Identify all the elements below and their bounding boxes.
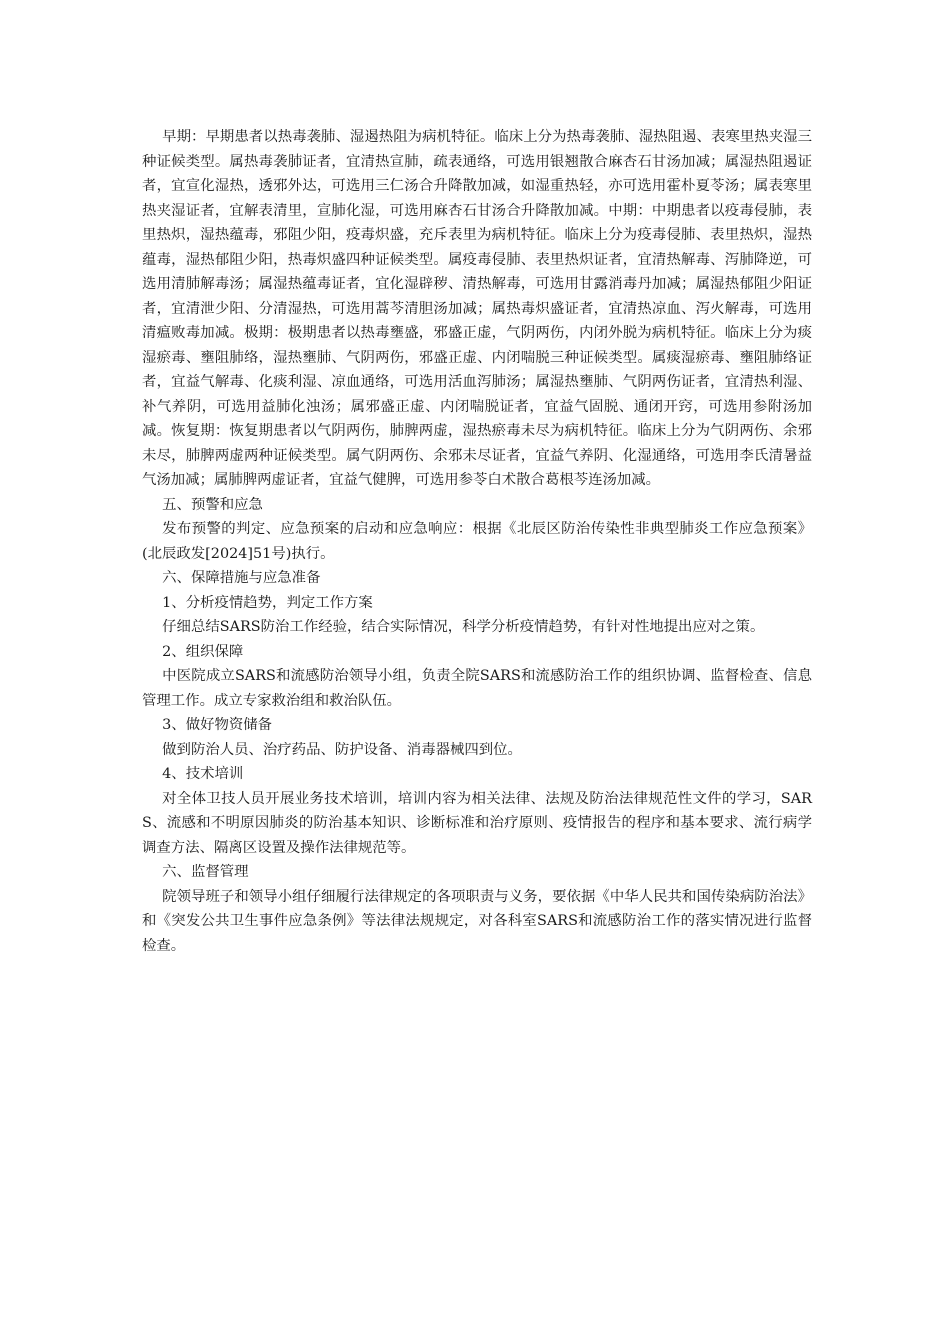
subheading-organization: 2、组织保障 — [162, 643, 244, 660]
paragraph-supervision: 院领导班子和领导小组仔细履行法律规定的各项职责与义务，要依据《中华人民共和国传染病防治法》和《突发公共卫生事件应急条例》等法律法规规定，对各科室SARS和流感防治工作的落实情况进行监督检查。 — [142, 888, 812, 954]
paragraph-treatment-stages: 早期：早期患者以热毒袭肺、湿遏热阻为病机特征。临床上分为热毒袭肺、湿热阻遏、表寒里热夹湿三种证候类型。属热毒袭肺证者，宜清热宣肺，疏表通络，可选用银翘散合麻杏石甘汤加减；属湿热阻遏证者，宜宣化湿热，透邪外达，可选用三仁汤合升降散加减，如湿重热轻，亦可选用霍朴夏苓汤；属表寒里热夹湿证者，宜解表清里，宣肺化湿，可选用麻杏石甘汤合升降散加减。中期：中期患者以疫毒侵肺，表里热炽，湿热蕴毒，邪阻少阳，疫毒炽盛，充斥表里为病机特征。临床上分为疫毒侵肺、表里热炽，湿热蕴毒，湿热郁阻少阳，热毒炽盛四种证候类型。属疫毒侵肺、表里热炽证者，宜清热解毒、泻肺降逆，可选用清肺解毒汤；属湿热蕴毒证者，宜化湿辟秽、清热解毒，可选用甘露消毒丹加减；属湿热郁阻少阳证者，宜清泄少阳、分清湿热，可选用蒿芩清胆汤加减；属热毒炽盛证者，宜清热凉血、泻火解毒，可选用清瘟败毒加减。极期：极期患者以热毒壅盛，邪盛正虚，气阴两伤，内闭外脱为病机特征。临床上分为痰湿瘀毒、壅阻肺络，湿热壅肺、气阴两伤，邪盛正虚、内闭喘脱三种证候类型。属痰湿瘀毒、壅阻肺络证者，宜益气解毒、化痰利湿、凉血通络，可选用活血泻肺汤；属湿热壅肺、气阴两伤证者，宜清热利湿、补气养阴，可选用益肺化浊汤；属邪盛正虚、内闭喘脱证者，宜益气固脱、通闭开窍，可选用参附汤加减。恢复期：恢复期患者以气阴两伤，肺脾两虚，湿热瘀毒未尽为病机特征。临床上分为气阴两伤、余邪未尽，肺脾两虚两种证候类型。属气阴两伤、余邪未尽证者，宜益气养阴、化湿通络，可选用李氏清暑益气汤加减；属肺脾两虚证者，宜益气健脾，可选用参苓白术散合葛根芩连汤加减。 — [142, 129, 812, 488]
paragraph-supplies: 做到防治人员、治疗药品、防护设备、消毒器械四到位。 — [162, 741, 522, 758]
subheading-supplies: 3、做好物资储备 — [162, 717, 273, 733]
paragraph-analysis: 仔细总结SARS防治工作经验，结合实际情况，科学分析疫情趋势，有针对性地提出应对之策。 — [162, 619, 765, 635]
heading-safeguards: 六、保障措施与应急准备 — [162, 570, 321, 586]
document-body — [142, 125, 812, 958]
subheading-analysis: 1、分析疫情趋势，判定工作方案 — [162, 594, 373, 611]
subheading-training: 4、技术培训 — [162, 766, 244, 782]
heading-warning-emergency: 五、预警和应急 — [162, 496, 263, 513]
paragraph-training: 对全体卫技人员开展业务技术培训，培训内容为相关法律、法规及防治法律规范性文件的学习，SARS、流感和不明原因肺炎的防治基本知识、诊断标准和治疗原则、疫情报告的程序和基本要求、流行病学调查方法、隔离区设置及操作法律规范等。 — [142, 790, 812, 856]
heading-supervision: 六、监督管理 — [162, 864, 249, 880]
paragraph-warning: 发布预警的判定、应急预案的启动和应急响应：根据《北辰区防治传染性非典型肺炎工作应急预案》(北辰政发[2024]51号)执行。 — [142, 521, 812, 562]
paragraph-organization: 中医院成立SARS和流感防治领导小组，负责全院SARS和流感防治工作的组织协调、监督检查、信息管理工作。成立专家救治组和救治队伍。 — [142, 668, 812, 709]
